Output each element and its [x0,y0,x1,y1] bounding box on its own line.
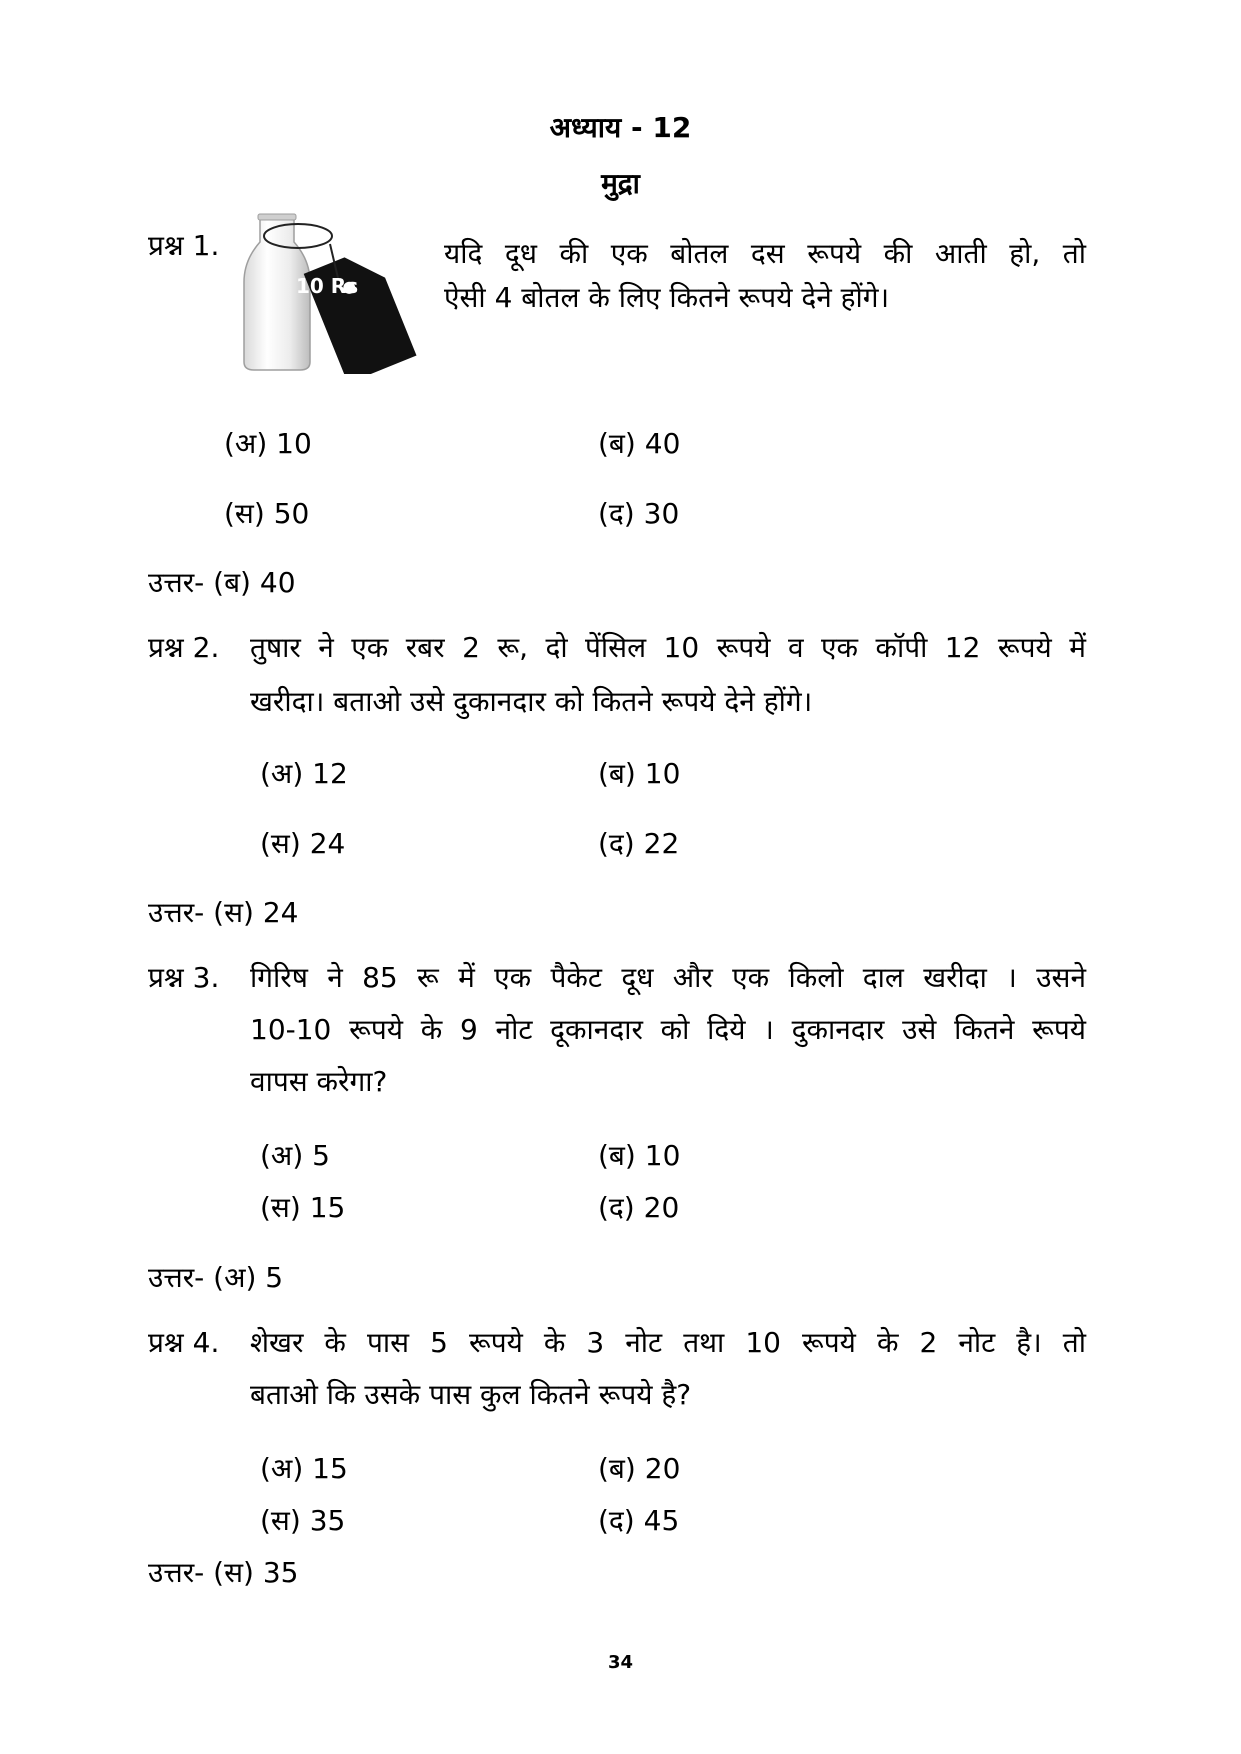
question-3-label: प्रश्न 3. [148,961,220,994]
question-1-option-b: (ब) 40 [598,427,681,460]
question-3-line-1: गिरिष ने 85 रू में एक पैकेट दूध और एक किलो दाल खरीदा । उसने [250,961,1086,994]
question-2-line-1: तुषार ने एक रबर 2 रू, दो पेंसिल 10 रूपये व एक कॉपी 12 रूपये में [250,631,1086,664]
question-4-answer: उत्तर- (स) 35 [148,1556,299,1589]
question-2-option-a: (अ) 12 [260,757,348,790]
page-number: 34 [607,1652,634,1673]
milk-bottle-price-tag-icon [238,212,424,374]
question-2-option-b: (ब) 10 [598,757,681,790]
question-2-option-d: (द) 22 [598,827,680,860]
question-3-option-d: (द) 20 [598,1191,680,1224]
question-4-option-d: (द) 45 [598,1504,680,1537]
question-1-label: प्रश्न 1. [148,229,220,262]
question-3-option-c: (स) 15 [260,1191,346,1224]
question-4-option-c: (स) 35 [260,1504,346,1537]
question-1-option-a: (अ) 10 [224,427,312,460]
question-1-option-c: (स) 50 [224,497,310,530]
question-1-option-d: (द) 30 [598,497,680,530]
question-3-line-3: वापस करेगा? [250,1065,388,1098]
question-2-answer: उत्तर- (स) 24 [148,896,299,929]
question-4-line-2: बताओ कि उसके पास कुल कितने रूपये है? [250,1378,692,1411]
question-4-label: प्रश्न 4. [148,1326,220,1359]
page-title: मुद्रा [601,167,640,200]
question-3-line-2: 10-10 रूपये के 9 नोट दूकानदार को दिये । दुकानदार उसे कितने रूपये [250,1013,1086,1046]
question-4-option-b: (ब) 20 [598,1452,681,1485]
question-3-option-b: (ब) 10 [598,1139,681,1172]
question-2-line-2: खरीदा। बताओ उसे दुकानदार को कितने रूपये देने होंगे। [250,685,813,718]
question-1-answer: उत्तर- (ब) 40 [148,566,296,599]
question-4-line-1: शेखर के पास 5 रूपये के 3 नोट तथा 10 रूपये के 2 नोट है। तो [250,1326,1086,1359]
question-2-label: प्रश्न 2. [148,631,220,664]
question-3-option-a: (अ) 5 [260,1139,330,1172]
question-1-line-2: ऐसी 4 बोतल के लिए कितने रूपये देने होंगे। [444,281,890,314]
question-3-answer: उत्तर- (अ) 5 [148,1261,284,1294]
question-4-option-a: (अ) 15 [260,1452,348,1485]
question-2-option-c: (स) 24 [260,827,346,860]
question-1-line-1: यदि दूध की एक बोतल दस रूपये की आती हो, तो [444,237,1086,270]
chapter-heading: अध्याय - 12 [549,111,692,144]
price-tag-label: 10 Rs [296,274,359,298]
